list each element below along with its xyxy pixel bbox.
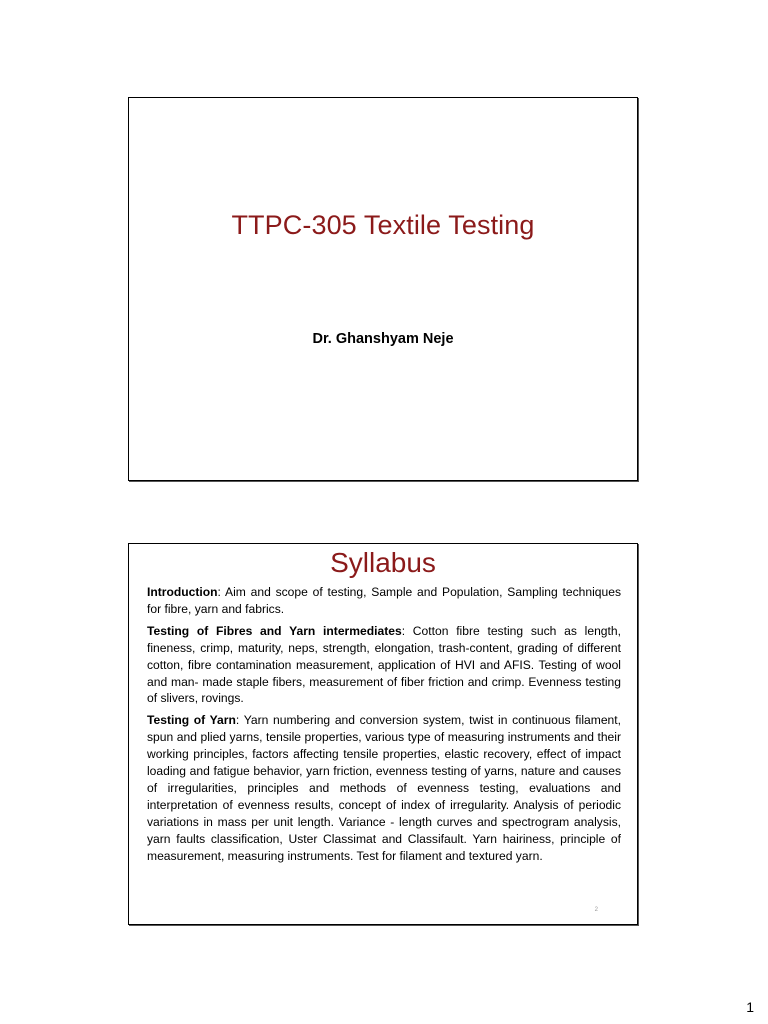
section-heading: Testing of Yarn: [147, 713, 236, 728]
section-heading: Introduction: [147, 585, 218, 599]
syllabus-title: Syllabus: [330, 547, 436, 578]
section-text: : Cotton fibre testing such as length, fineness, crimp, maturity, neps, strength, elongation, trash-content, grading of different cotton, fibre contamination measurement, application of HVI and AFIS. Testing of wool and man- made staple fibers, measurement of fiber friction and crimp. Evenness testing of slivers, rovings.: [147, 623, 621, 706]
syllabus-slide: [128, 543, 638, 925]
section-text: : Aim and scope of testing, Sample and Population, Sampling techniques for fibre, yarn and fabrics.: [147, 585, 621, 616]
slide-number: 2: [594, 907, 598, 913]
syllabus-body: [129, 584, 637, 865]
syllabus-paragraph-fibres: [147, 623, 621, 708]
title-slide: [128, 97, 638, 481]
syllabus-paragraph-yarn: [147, 712, 621, 864]
slide-author: Dr. Ghanshyam Neje: [312, 331, 454, 347]
slide-title: TTPC-305 Textile Testing: [231, 210, 535, 240]
syllabus-paragraph-introduction: [147, 584, 621, 618]
section-heading: Testing of Fibres and Yarn intermediates: [147, 623, 402, 638]
section-text: : Yarn numbering and conversion system, twist in continuous filament, spun and plied yarns, tensile properties, various type of measuring instruments and their working principles, factors affecting tensile properties, elastic recovery, effect of impact loading and fatigue behavior, yarn friction, evenness testing of yarns, nature and causes of irregularities, principles and methods of evenness testing, evaluations and interpretation of evenness results, concept of index of irregularity. Analysis of periodic variations in mass per unit length. Variance - length curves and spectrogram analysis, yarn faults classification, Uster Classimat and Classifault. Yarn hairiness, principle of measurement, measuring instruments. Test for filament and textured yarn.: [147, 713, 621, 863]
page-number: 1: [746, 999, 754, 1015]
